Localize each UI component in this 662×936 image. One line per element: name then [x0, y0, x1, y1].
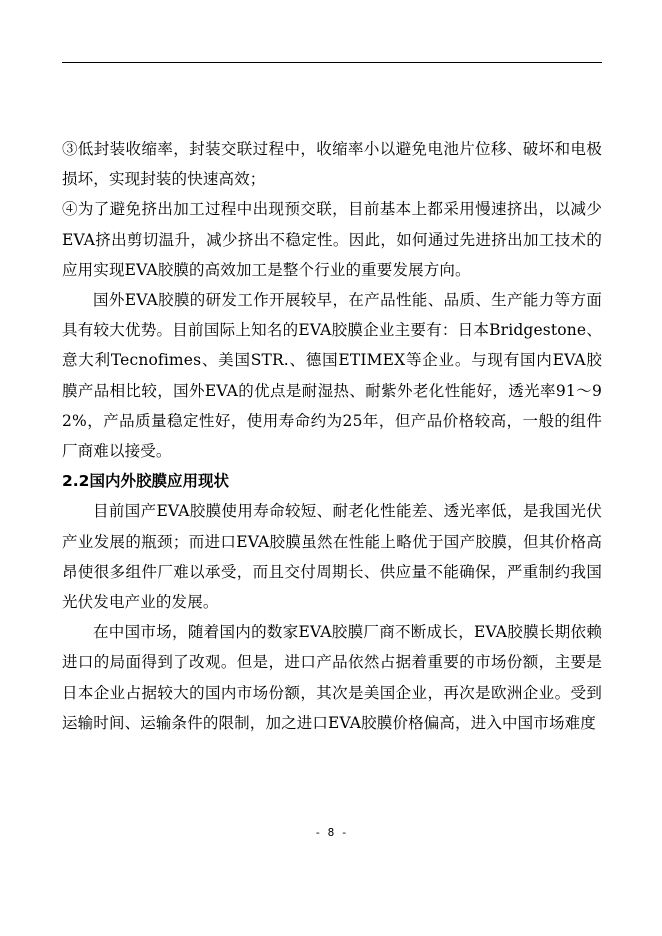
paragraph-foreign-eva: 国外EVA胶膜的研发工作开展较早，在产品性能、品质、生产能力等方面具有较大优势。目前国际上知名的EVA胶膜企业主要有：日本Bridgestone、意大利Tecnofimes、美国STR.、德国ETIMEX等企业。与现有国内EVA胶膜产品相比较，国外EVA的优点是耐湿热、耐紫外老化性能好，透光率91～92%，产品质量稳定性好，使用寿命约为25年，但产品价格较高，一般的组件厂商难以接受。 — [62, 291, 602, 461]
header-rule — [62, 62, 602, 63]
list-item-3: ③低封装收缩率，封装交联过程中，收缩率小以避免电池片位移、破坏和电极损坏，实现封装的快速高效； — [62, 140, 602, 189]
page-number: - 8 - — [314, 826, 348, 839]
section-heading: 2.2国内外胶膜应用现状 — [62, 472, 229, 491]
paragraph-domestic-eva: 目前国产EVA胶膜使用寿命较短、耐老化性能差、透光率低，是我国光伏产业发展的瓶颈；而进口EVA胶膜虽然在性能上略优于国产胶膜，但其价格高昂使很多组件厂难以承受，而且交付周期长、供应量不能确保，严重制约我国光伏发电产业的发展。 — [62, 502, 602, 612]
paragraph-china-market: 在中国市场，随着国内的数家EVA胶膜厂商不断成长，EVA胶膜长期依赖进口的局面得到了改观。但是，进口产品依然占据着重要的市场份额，主要是日本企业占据较大的国内市场份额，其次是美国企业，再次是欧洲企业。受到运输时间、运输条件的限制，加之进口EVA胶膜价格偏高，进入中国市场难度 — [62, 623, 602, 732]
document-body — [62, 134, 602, 738]
list-item-4: ④为了避免挤出加工过程中出现预交联，目前基本上都采用慢速挤出，以减少EVA挤出剪切温升，减少挤出不稳定性。因此，如何通过先进挤出加工技术的应用实现EVA胶膜的高效加工是整个行业的重要发展方向。 — [62, 200, 602, 279]
